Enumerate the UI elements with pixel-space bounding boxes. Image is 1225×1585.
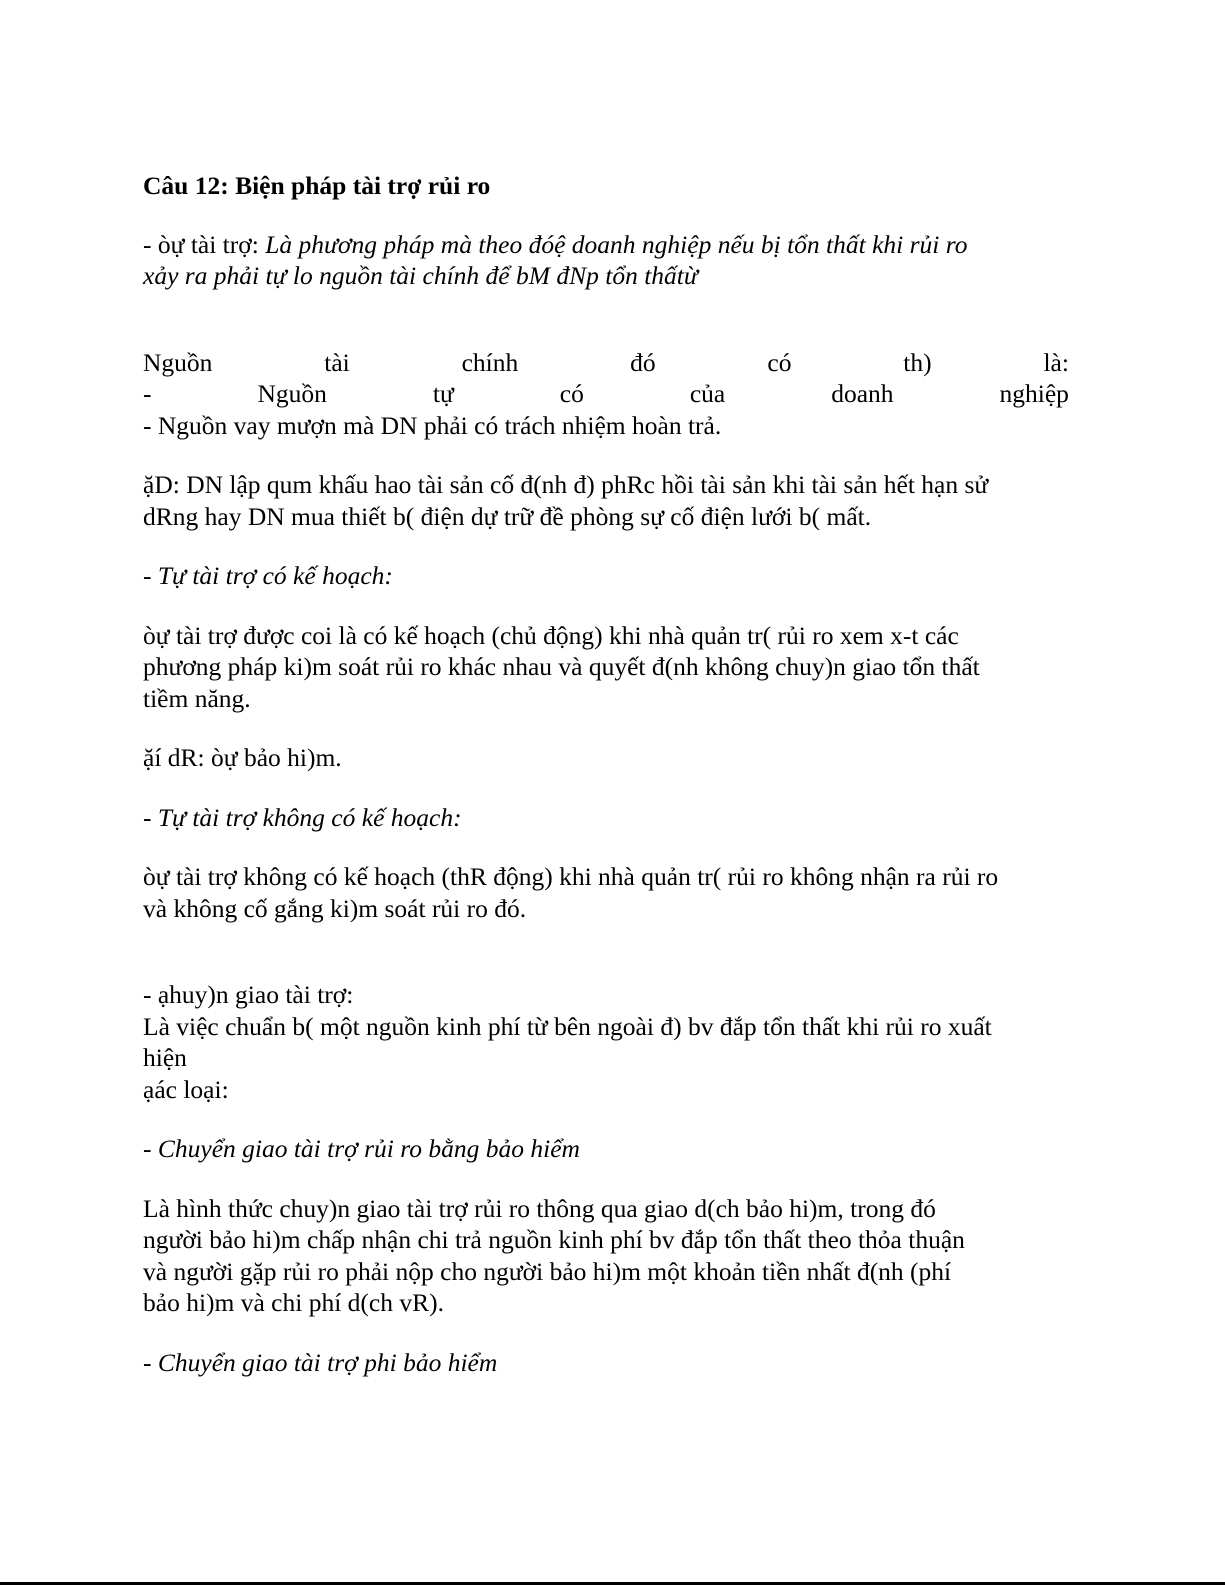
- self-financing-definition: [143, 229, 1071, 261]
- document-page: [143, 170, 1071, 1378]
- noninsurance-heading-text: - Chuyển giao tài trợ phi bảo hiểm: [143, 1347, 498, 1377]
- insurance-paragraph-line: và người gặp rủi ro phải nộp cho người bảo hi)m một khoản tiền nhất đ(nh (phí: [143, 1256, 952, 1286]
- sources-word: chính: [461, 347, 519, 377]
- sources-word: có: [767, 347, 792, 377]
- noninsurance-heading: [143, 1347, 1071, 1379]
- own-source-word: tự: [432, 379, 454, 408]
- insurance-paragraph-line: người bảo hi)m chấp nhận chi trả nguồn kinh phí bv đắp tổn thất theo thỏa thuận: [143, 1225, 965, 1254]
- page-title: Câu 12: Biện pháp tài trợ rủi ro: [143, 171, 491, 200]
- example-line: ặD: DN lập qum khấu hao tài sản cố đ(nh đ) phRc hồi tài sản khi tài sản hết hạn sử: [143, 470, 989, 499]
- sources-word: Nguồn: [143, 347, 213, 377]
- own-source-word: -: [143, 379, 152, 408]
- self-financing-definition-line1: Là phương pháp mà theo đóệ doanh nghiệp nếu bị tổn thất khi rủi ro: [265, 229, 968, 259]
- sources-intro-line: [143, 347, 1069, 379]
- self-financing-label: - òự tài trợ:: [143, 229, 266, 259]
- transfer-types: ạác loại:: [143, 1074, 229, 1104]
- self-financing-definition-line2: xảy ra phải tự lo nguồn tài chính để bM đNp tổn thấtừ: [143, 261, 698, 290]
- sources-word: tài: [324, 347, 350, 377]
- sources-word: đó: [630, 347, 656, 377]
- self-financing-definition-cont: [143, 260, 1071, 292]
- transfer-paragraph-line: Là việc chuẩn b( một nguồn kinh phí từ bên ngoài đ) bv đắp tổn thất khi rủi ro xuất: [143, 1011, 992, 1041]
- sources-word: là:: [1043, 347, 1069, 377]
- transfer-paragraph-line: hiện: [143, 1043, 187, 1072]
- own-source-word: có: [559, 379, 584, 408]
- transfer-heading: - ạhuy)n giao tài trợ:: [143, 980, 354, 1009]
- borrowed-source-line: - Nguồn vay mượn mà DN phải có trách nhiệm hoàn trả.: [143, 410, 722, 440]
- unplanned-heading-text: - Tự tài trợ không có kế hoạch:: [143, 802, 462, 832]
- planned-paragraph-line: òự tài trợ được coi là có kế hoạch (chủ động) khi nhà quản tr( rủi ro xem x-t các: [143, 620, 959, 650]
- planned-paragraph-line: tiềm năng.: [143, 683, 251, 713]
- planned-heading-text: - Tự tài trợ có kế hoạch:: [143, 561, 393, 590]
- insurance-heading: [143, 1133, 1071, 1165]
- example-line: dRng hay DN mua thiết b( điện dự trữ đề phòng sự cố điện lưới b( mất.: [143, 501, 872, 531]
- insurance-paragraph-line: bảo hi)m và chi phí d(ch vR).: [143, 1288, 444, 1317]
- own-source-word: doanh: [831, 379, 894, 408]
- unplanned-heading: [143, 802, 1071, 834]
- unplanned-paragraph-line: òự tài trợ không có kế hoạch (thR động) khi nhà quản tr( rủi ro không nhận ra rủi ro: [143, 862, 999, 891]
- sources-word: th): [903, 347, 932, 377]
- planned-paragraph-line: phương pháp ki)m soát rủi ro khác nhau và quyết đ(nh không chuy)n giao tổn thất: [143, 652, 980, 681]
- unplanned-paragraph-line: và không cố gắng ki)m soát rủi ro đó.: [143, 893, 527, 923]
- own-source-word: Nguồn: [257, 379, 327, 408]
- planned-example: ặí dR: òự bảo hi)m.: [143, 743, 342, 772]
- own-source-word: của: [689, 379, 726, 408]
- insurance-heading-text: - Chuyển giao tài trợ rủi ro bằng bảo hiểm: [143, 1134, 580, 1163]
- own-source-word: nghiệp: [999, 379, 1069, 408]
- planned-heading: [143, 560, 1071, 592]
- insurance-paragraph-line: Là hình thức chuy)n giao tài trợ rủi ro thông qua giao d(ch bảo hi)m, trong đó: [143, 1193, 936, 1223]
- own-source-line: [143, 378, 1069, 410]
